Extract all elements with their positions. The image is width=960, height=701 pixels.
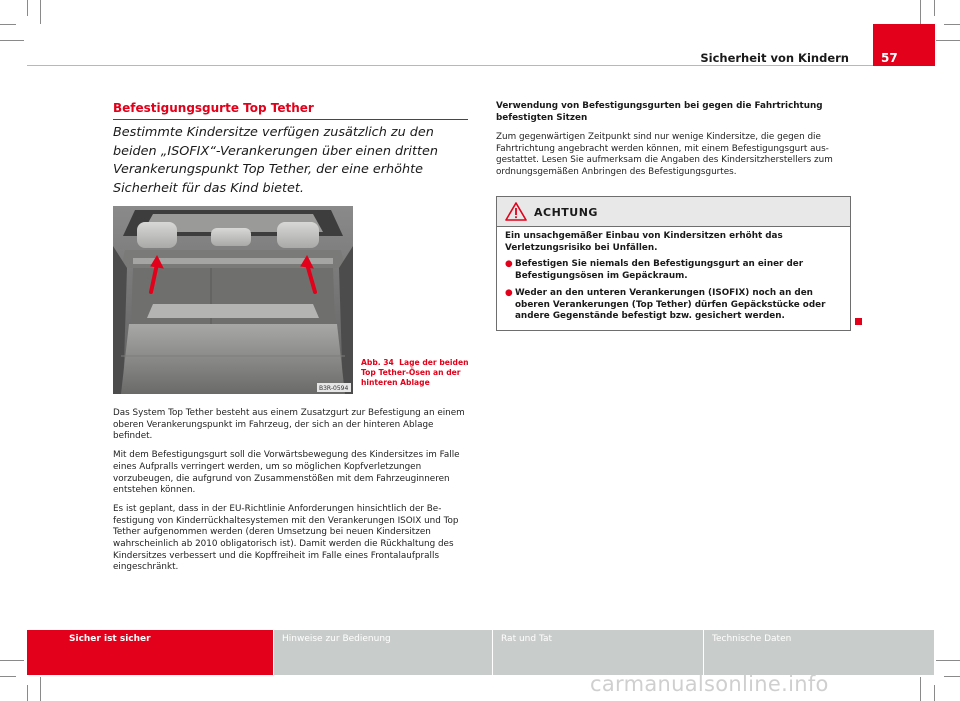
- warning-label: ACHTUNG: [534, 206, 598, 219]
- warning-box: [496, 196, 851, 331]
- crop-mark: [0, 660, 24, 661]
- section-end-marker: [855, 318, 862, 325]
- paragraph: Das System Top Tether besteht aus einem Zusatzgurt zur Befestigung an einem oberen Verankerungspunkt im Fahrzeug, der sich an der hinteren Ablage befindet.: [113, 408, 465, 442]
- warning-intro: Ein unsachgemäßer Einbau von Kindersitzen erhöht das Verletzungsrisiko bei Unfällen.: [505, 231, 783, 253]
- section-title: Befestigungsgurte Top Tether: [113, 101, 314, 115]
- crop-mark: [934, 685, 935, 701]
- crop-mark: [40, 677, 41, 701]
- tab-technische-daten[interactable]: Technische Daten: [704, 630, 934, 675]
- paragraph: Mit dem Befestigungsgurt soll die Vorwärtsbewegung des Kindersitzes im Falle eines Aufpralls verringert werden, um so möglichen Kopfverletzungen vorzubeugen, die aufgrund von Zusammenstößen mit dem Fahrzeuginneren entstehen können.: [113, 450, 460, 496]
- warning-triangle-icon: [505, 202, 527, 221]
- paragraph: Es ist geplant, dass in der EU-Richtlinie Anforderungen hinsichtlich der Befestigung von Kinderrückhaltesystemen mit den Verankerungen ISOIX und Top Tether aufgenommen werden (deren Umsetzung bei neuen Kindersitzen wahrscheinlich ab 2010 obligatorisch ist). Damit werden die Rückhaltung des Kindersitzes verbessert und die Kopffreiheit im Falle eines Frontalaufpralls eingeschränkt.: [113, 503, 459, 573]
- figure-caption-text: Lage der beiden Top Tether-Ösen an der hinteren Ablage: [361, 358, 469, 387]
- crop-mark: [40, 0, 41, 24]
- warning-header: [497, 197, 850, 227]
- left-body-text: [113, 408, 470, 581]
- crop-mark: [920, 677, 921, 701]
- running-header-title: Sicherheit von Kindern: [700, 51, 849, 65]
- warning-body: [497, 227, 850, 323]
- tab-rat-und-tat[interactable]: Rat und Tat: [493, 630, 703, 675]
- page-number: 57: [873, 24, 935, 66]
- bullet-icon: ●: [505, 259, 513, 270]
- crop-mark: [27, 0, 28, 16]
- section-title-rule: [113, 119, 468, 120]
- footer-navigation: [27, 630, 935, 675]
- crop-mark: [0, 24, 16, 25]
- section-intro: Bestimmte Kindersitze verfügen zusätzlich zu den beiden „ISOFIX“-Verankerungen über einen dritten Verankerungspunkt Top Tether, der eine erhöhte Sicherheit für das Kind bietet.: [113, 125, 438, 196]
- figure-caption-label: Abb. 34: [361, 358, 394, 367]
- headrest-left: [137, 222, 177, 248]
- right-body-text: [496, 132, 856, 186]
- paragraph: Zum gegenwärtigen Zeitpunkt sind nur wenige Kindersitze, die gegen die Fahrtrichtung angebracht werden können, mit einem Befestigungsgurt ausgestattet. Lesen Sie aufmerksam die Angaben des Kindersitzherstellers zum ordnungsgemäßen Anbringen des Befestigungsgurtes.: [496, 132, 833, 178]
- crop-mark: [944, 676, 960, 677]
- warning-bullet: [505, 259, 840, 282]
- subsection-title: Verwendung von Befestigungsgurten bei gegen die Fahrtrichtung befestigten Sitzen: [496, 101, 823, 123]
- crop-mark: [936, 40, 960, 41]
- watermark: carmanualsonline.info: [590, 672, 829, 696]
- crop-mark: [920, 0, 921, 24]
- crop-mark: [944, 24, 960, 25]
- crop-mark: [934, 0, 935, 16]
- bullet-icon: ●: [505, 287, 513, 298]
- warning-bullet-text: Weder an den unteren Verankerungen (ISOFIX) noch an den oberen Verankerungen (Top Tether) dürfen Gepäckstücke oder andere Gegenstände befestigt bzw. gesichert werden.: [515, 287, 826, 322]
- headrest-right: [277, 222, 319, 248]
- tab-sicher-ist-sicher[interactable]: Sicher ist sicher: [27, 630, 273, 675]
- warning-bullet: [505, 288, 840, 323]
- header-rule: [27, 65, 935, 66]
- crop-mark: [936, 660, 960, 661]
- crop-mark: [0, 40, 24, 41]
- image-code: B3R-0594: [319, 385, 349, 392]
- figure-caption: [361, 358, 471, 388]
- warning-bullet-text: Befestigen Sie niemals den Befestigungsgurt an einer der Befestigungsösen im Gepäckraum.: [515, 259, 804, 282]
- tab-hinweise-zur-bedienung[interactable]: Hinweise zur Bedienung: [274, 630, 492, 675]
- crop-mark: [27, 685, 28, 701]
- figure-image-luggage-compartment: [113, 206, 353, 394]
- headrest-center: [211, 228, 251, 246]
- crop-mark: [0, 676, 16, 677]
